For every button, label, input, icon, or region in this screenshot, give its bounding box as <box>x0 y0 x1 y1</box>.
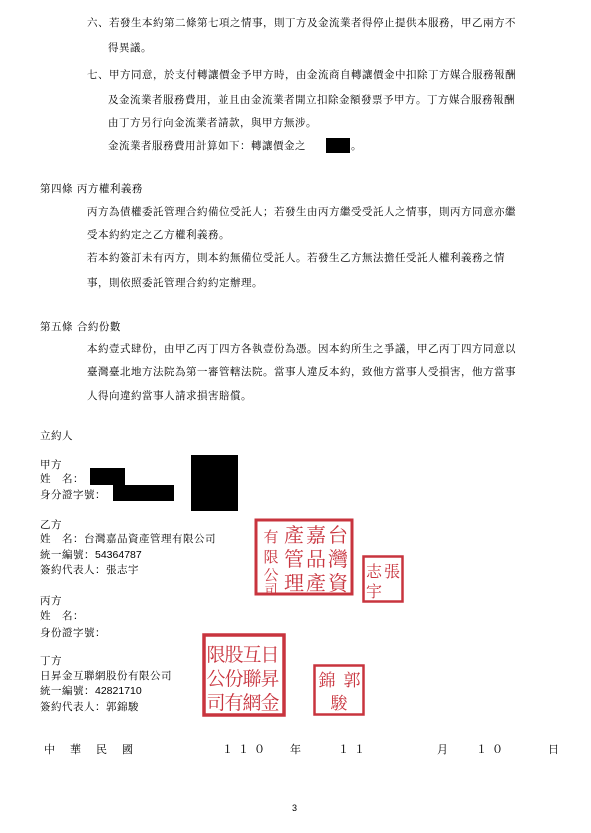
party-b-rep-value: 張志宇 <box>106 564 139 576</box>
party-b-name-value: 台灣嘉品資產管理有限公司 <box>84 533 216 545</box>
party-a-id-redaction <box>113 485 174 501</box>
party-a-id-label: 身分證字號： <box>40 489 106 501</box>
seal-char: 灣 <box>328 547 348 571</box>
clause3-item6-line1: 六、若發生本約第二條第七項之情事，則丁方及金流業者得停止提供本服務，甲乙兩方不 <box>87 17 516 29</box>
page-number: 3 <box>292 803 298 813</box>
party-b-rep-label: 簽約代表人： <box>40 564 106 576</box>
seal-char: 有 <box>263 528 279 546</box>
date-month: １１ <box>338 743 370 756</box>
party-a-label: 甲方 <box>40 459 62 471</box>
seal-char: 互 <box>242 644 262 666</box>
clause3-item7-line1: 七、甲方同意，於支付轉讓價金予甲方時，由金流商自轉讓價金中扣除丁方媒合服務報酬 <box>87 69 516 81</box>
clause5-line2: 臺灣臺北地方法院為第一審管轄法院。當事人違反本約，致他方當事人受損害，他方當事 <box>87 366 516 378</box>
clause3-item6-line2: 得異議。 <box>108 42 152 54</box>
party-b-personal-seal <box>362 555 404 603</box>
clause3-item7-line2: 及金流業者服務費用，並且由金流業者開立扣除金額發票予甲方。丁方媒合服務報酬 <box>108 94 515 106</box>
seal-char: 限 <box>263 548 279 566</box>
seal-char: 金 <box>260 692 280 714</box>
party-d-company-seal <box>202 633 286 717</box>
seal-char: 股 <box>224 644 244 666</box>
party-b-company-seal <box>254 518 354 596</box>
date-year: １１０ <box>222 743 270 756</box>
date-month-label: 月 <box>437 743 448 756</box>
clause4-p1-line1: 丙方為債權委託管理合約備位受託人；若發生由丙方繼受受託人之情事，則丙方同意亦繼 <box>87 206 516 218</box>
clause3-fee-line: 金流業者服務費用計算如下：轉讓價金之 <box>108 140 306 152</box>
party-d-name-value: 日昇金互聯網股份有限公司 <box>40 670 172 682</box>
seal-char: 聯 <box>242 668 262 690</box>
seal-char: 產 <box>284 523 304 547</box>
party-a-name-redaction <box>90 468 125 485</box>
seal-char: 產 <box>306 571 326 595</box>
party-d-tax-row <box>40 684 142 698</box>
date-day: １０ <box>476 743 508 756</box>
seal-char: 台 <box>328 523 348 547</box>
signatories-heading: 立約人 <box>40 430 73 442</box>
party-a-seal-redaction <box>191 455 238 511</box>
party-d-tax-label: 統一編號： <box>40 685 95 697</box>
clause3-fee-end: 。 <box>351 140 362 152</box>
date-char: 中 <box>44 743 55 756</box>
seal-char: 郭 <box>343 671 361 691</box>
party-b-tax-label: 統一編號： <box>40 549 95 561</box>
clause4-p1-line2: 受本約約定之乙方權利義務。 <box>87 229 230 241</box>
seal-char: 份 <box>224 668 244 690</box>
date-char: 民 <box>96 743 107 756</box>
party-a-name-label: 姓 名： <box>40 473 84 485</box>
clause4-p2-line2: 事，則依照委託管理合約約定辦理。 <box>87 277 263 289</box>
seal-char: 有 <box>224 692 244 714</box>
clause5-heading: 第五條 合約份數 <box>40 321 121 333</box>
date-day-label: 日 <box>548 743 559 756</box>
seal-char: 張 <box>383 562 401 581</box>
seal-char: 公 <box>263 566 279 584</box>
seal-char: 錦 <box>318 671 336 691</box>
seal-char: 宇 <box>365 582 383 601</box>
party-b-label: 乙方 <box>40 519 62 531</box>
seal-char: 駿 <box>330 694 348 714</box>
clause3-item7-line3: 由丁方另行向金流業者請款，與甲方無涉。 <box>108 117 317 129</box>
party-d-tax-value: 42821710 <box>95 685 142 697</box>
party-d-rep-value: 郭錦駿 <box>106 701 139 713</box>
seal-char: 日 <box>260 644 280 666</box>
seal-char: 司 <box>206 692 226 714</box>
party-b-name-label: 姓 名： <box>40 533 84 545</box>
seal-char: 志 <box>365 562 383 581</box>
clause5-line1: 本約壹式肆份，由甲乙丙丁四方各執壹份為憑。因本約所生之爭議，甲乙丙丁四方同意以 <box>87 343 516 355</box>
seal-char: 網 <box>242 692 262 714</box>
party-d-rep-label: 簽約代表人： <box>40 701 106 713</box>
clause5-line3: 人得向違約當事人請求損害賠償。 <box>87 390 252 402</box>
party-c-name-label: 姓 名： <box>40 610 84 622</box>
date-year-label: 年 <box>290 743 301 756</box>
seal-char: 嘉 <box>306 523 326 547</box>
party-d-personal-seal <box>313 664 365 716</box>
party-d-label: 丁方 <box>40 655 62 667</box>
party-b-rep-row <box>40 563 139 577</box>
seal-char: 昇 <box>260 668 280 690</box>
seal-char: 公 <box>206 668 226 690</box>
date-char: 華 <box>70 743 81 756</box>
party-d-rep-row <box>40 700 139 714</box>
party-c-id-label: 身份證字號： <box>40 627 106 639</box>
seal-char: 司 <box>264 583 278 596</box>
clause4-heading: 第四條 丙方權利義務 <box>40 183 143 195</box>
fee-rate-redaction <box>326 138 350 153</box>
party-c-label: 丙方 <box>40 595 62 607</box>
seal-char: 品 <box>306 547 326 571</box>
date-char: 國 <box>122 743 133 756</box>
clause4-p2-line1: 若本約簽訂未有丙方，則本約無備位受託人。若發生乙方無法擔任受託人權利義務之情 <box>87 252 505 264</box>
seal-char: 資 <box>328 571 348 595</box>
seal-char: 限 <box>206 644 226 666</box>
seal-char: 管 <box>284 547 304 571</box>
party-b-tax-row <box>40 548 142 562</box>
party-b-name-row <box>40 532 216 546</box>
party-b-tax-value: 54364787 <box>95 549 142 561</box>
seal-char: 理 <box>284 571 304 595</box>
